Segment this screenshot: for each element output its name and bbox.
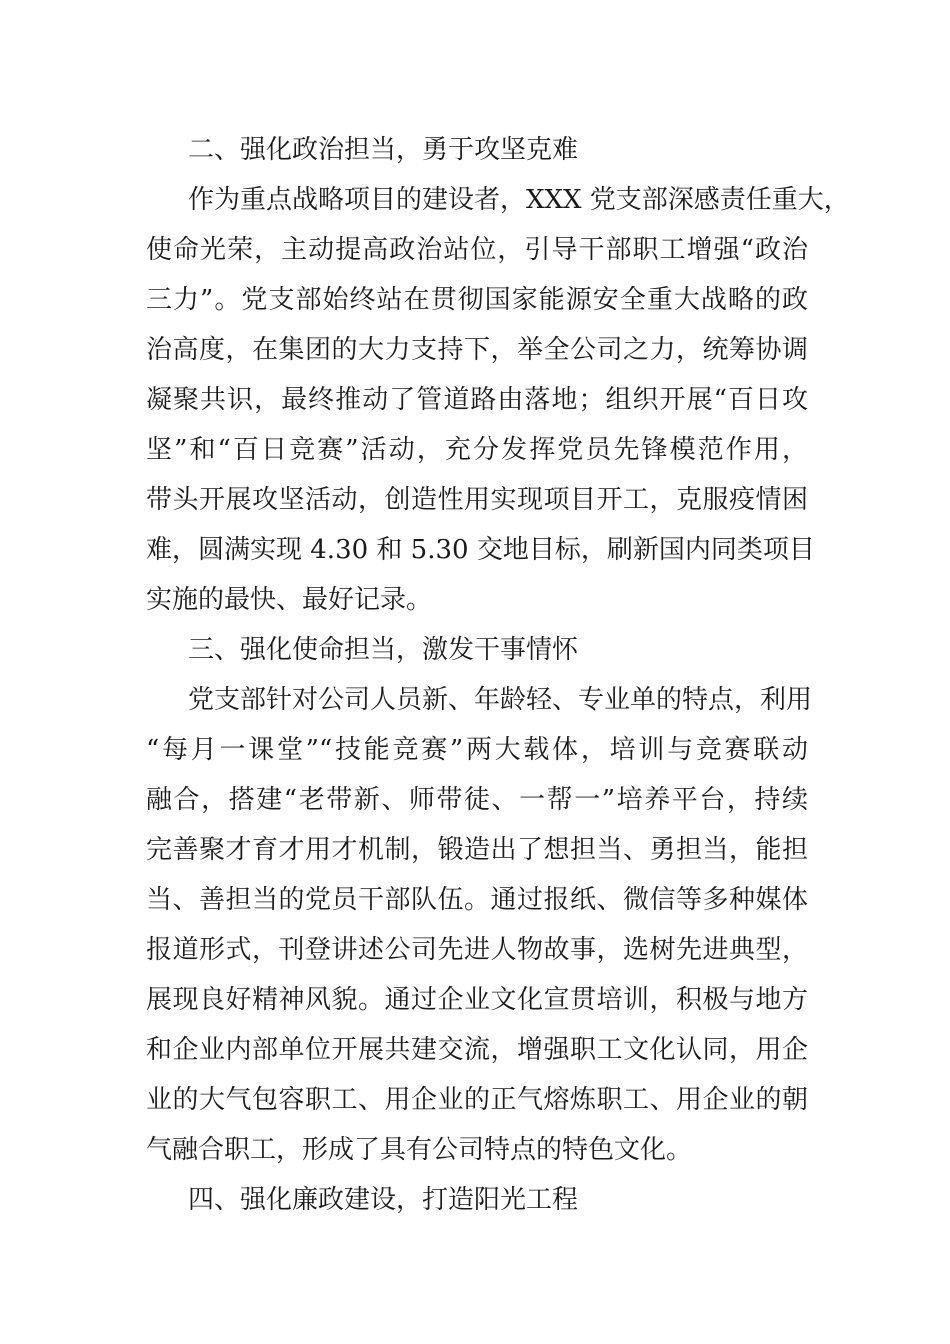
paragraph-line: 实施的最快、最好记录。 xyxy=(146,585,433,615)
paragraph-line: 坚”和“百日竞赛”活动，充分发挥党员先锋模范作用， xyxy=(146,435,808,465)
paragraph-line: 使命光荣，主动提高政治站位，引导干部职工增强“政治 xyxy=(146,235,808,265)
paragraph-line: 凝聚共识，最终推动了管道路由落地；组织开展“百日攻 xyxy=(146,385,808,415)
paragraph-line: 业的大气包容职工、用企业的正气熔炼职工、用企业的朝 xyxy=(146,1085,808,1115)
paragraph-line: “每月一课堂”“技能竞赛”两大载体，培训与竞赛联动 xyxy=(146,735,808,765)
paragraph-line: 党支部针对公司人员新、年龄轻、专业单的特点，利用 xyxy=(188,685,813,715)
paragraph-line: 和企业内部单位开展共建交流，增强职工文化认同，用企 xyxy=(146,1035,808,1065)
section-heading: 二、强化政治担当，勇于攻坚克难 xyxy=(188,135,579,165)
paragraph-line: 报道形式，刊登讲述公司先进人物故事，选树先进典型， xyxy=(146,935,808,965)
paragraph-line: 带头开展攻坚活动，创造性用实现项目开工，克服疫情困 xyxy=(146,485,808,515)
paragraph-line: 难，圆满实现 4.30 和 5.30 交地目标，刷新国内同类项目 xyxy=(146,535,815,565)
paragraph-line: 作为重点战略项目的建设者，XXX 党支部深感责任重大， xyxy=(188,185,850,215)
paragraph-line: 完善聚才育才用才机制，锻造出了想担当、勇担当，能担 xyxy=(146,835,808,865)
section-heading: 四、强化廉政建设，打造阳光工程 xyxy=(188,1185,579,1215)
paragraph-line: 展现良好精神风貌。通过企业文化宣贯培训，积极与地方 xyxy=(146,985,808,1015)
paragraph-line: 融合，搭建“老带新、师带徒、一帮一”培养平台，持续 xyxy=(146,785,808,815)
paragraph-line: 三力”。党支部始终站在贯彻国家能源安全重大战略的政 xyxy=(146,285,808,315)
paragraph-line: 治高度，在集团的大力支持下，举全公司之力，统筹协调 xyxy=(146,335,808,365)
section-heading: 三、强化使命担当，激发干事情怀 xyxy=(188,635,579,665)
paragraph-line: 气融合职工，形成了具有公司特点的特色文化。 xyxy=(146,1135,693,1165)
paragraph-line: 当、善担当的党员干部队伍。通过报纸、微信等多种媒体 xyxy=(146,885,808,915)
